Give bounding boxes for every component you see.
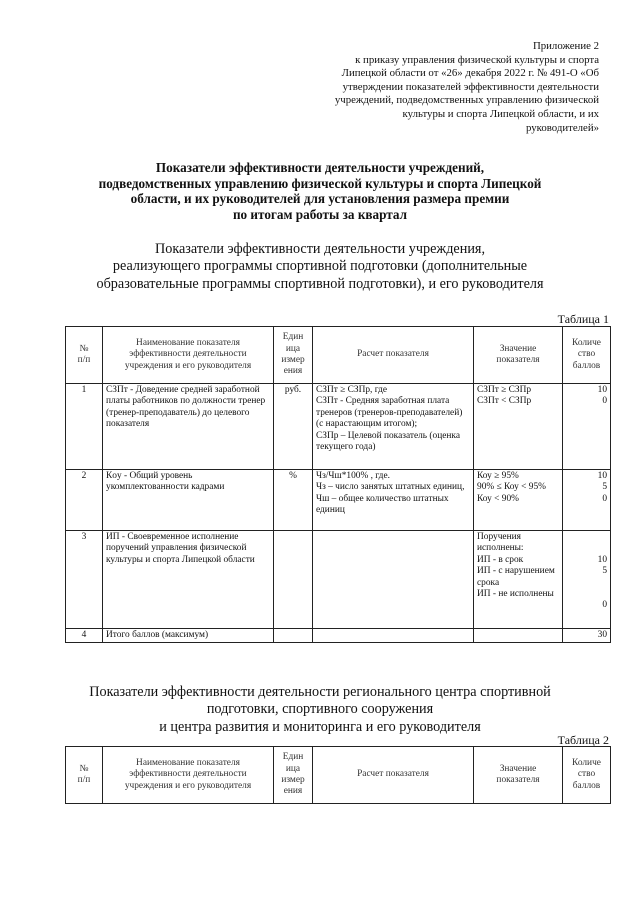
row-num: 1	[66, 384, 103, 470]
header-name: Наименование показателя эффективности деятельности учреждения и его руководителя	[103, 747, 274, 804]
section-line: подготовки, спортивного сооружения	[206, 701, 434, 718]
header-num: № п/п	[66, 747, 103, 804]
section-line: Показатели эффективности деятельности учреждения,	[154, 241, 485, 257]
row-points: 10 5 0	[563, 470, 611, 531]
header-points: Количе ство баллов	[563, 747, 611, 804]
title-line: подведомственных управлению физической культуры и спорта Липецкой	[98, 175, 542, 191]
row-points: 10 5 0	[563, 531, 611, 629]
header-points: Количе ство баллов	[563, 327, 611, 384]
row-calc: Чз/Чш*100% , где. Чз – число занятых штатных единиц, Чш – общее количество штатных единиц	[313, 470, 474, 531]
appendix-line: руководителей»	[526, 121, 599, 134]
header-num: № п/п	[66, 327, 103, 384]
table-row	[66, 531, 611, 629]
appendix-line: культуры и спорта Липецкой области, и их	[402, 107, 599, 120]
row-calc	[313, 629, 474, 643]
row-value	[474, 629, 563, 643]
indicators-table-1	[65, 326, 611, 643]
row-unit	[274, 531, 313, 629]
appendix-note	[299, 40, 599, 135]
document-title	[70, 160, 570, 222]
row-name: Итого баллов (максимум)	[103, 629, 274, 643]
header-unit: Един ица измер ения	[274, 327, 313, 384]
appendix-line: утверждении показателей эффективности деятельности	[342, 80, 599, 93]
row-calc: СЗПт ≥ СЗПр, где СЗПт - Средняя заработная плата тренеров (тренеров-преподавателей) (с нарастающим итогом); СЗПр – Целевой показатель (оценка текущего года)	[313, 384, 474, 470]
table1-label: Таблица 1	[557, 312, 609, 326]
table-header-row	[66, 747, 611, 804]
row-value: Поручения исполнены: ИП - в срок ИП - с нарушением срока ИП - не исполнены	[474, 531, 563, 629]
section-line: образовательные программы спортивной подготовки), и его руководителя	[96, 275, 544, 292]
row-unit	[274, 629, 313, 643]
header-calc: Расчет показателя	[313, 747, 474, 804]
section-line: и центра развития и мониторинга и его руководителя	[159, 718, 481, 735]
row-num: 3	[66, 531, 103, 629]
appendix-line: к приказу управления физической культуры и спорта	[355, 53, 599, 66]
table-row	[66, 629, 611, 643]
appendix-line: Липецкой области от «26» декабря 2022 г. № 491-О «Об	[341, 67, 599, 80]
row-num: 2	[66, 470, 103, 531]
title-line: Показатели эффективности деятельности учреждений,	[155, 160, 485, 175]
row-name: Кoy - Общий уровень укомплектованности кадрами	[103, 470, 274, 531]
title-line: по итогам работы за квартал	[232, 206, 408, 222]
row-name: ИП - Своевременное исполнение поручений управления физической культуры и спорта Липецкой области	[103, 531, 274, 629]
header-value: Значение показателя	[474, 327, 563, 384]
row-calc	[313, 531, 474, 629]
row-name: СЗПт - Доведение средней заработной платы работников по должности тренер (тренер-преподаватель) до целевого показателя	[103, 384, 274, 470]
section-line: реализующего программы спортивной подготовки (дополнительные	[112, 258, 528, 275]
row-points: 10 0	[563, 384, 611, 470]
row-unit: руб.	[274, 384, 313, 470]
row-unit: %	[274, 470, 313, 531]
header-name: Наименование показателя эффективности деятельности учреждения и его руководителя	[103, 327, 274, 384]
row-num: 4	[66, 629, 103, 643]
row-points: 30	[563, 629, 611, 643]
section1-heading	[30, 241, 610, 293]
header-value: Значение показателя	[474, 747, 563, 804]
table-row	[66, 384, 611, 470]
title-line: области, и их руководителей для установления размера премии	[130, 191, 510, 207]
appendix-line: Приложение 2	[532, 40, 599, 52]
row-value: СЗПт ≥ СЗПр СЗПт < СЗПр	[474, 384, 563, 470]
appendix-line: учреждений, подведомственных управлению физической	[334, 94, 599, 107]
header-calc: Расчет показателя	[313, 327, 474, 384]
table2-label: Таблица 2	[557, 733, 609, 747]
row-value: Коу ≥ 95% 90% ≤ Коу < 95% Коу < 90%	[474, 470, 563, 531]
indicators-table-2	[65, 746, 611, 804]
table-header-row	[66, 327, 611, 384]
section-line: Показатели эффективности деятельности регионального центра спортивной	[89, 684, 551, 700]
section2-heading	[30, 684, 610, 736]
table-row	[66, 470, 611, 531]
header-unit: Един ица измер ения	[274, 747, 313, 804]
